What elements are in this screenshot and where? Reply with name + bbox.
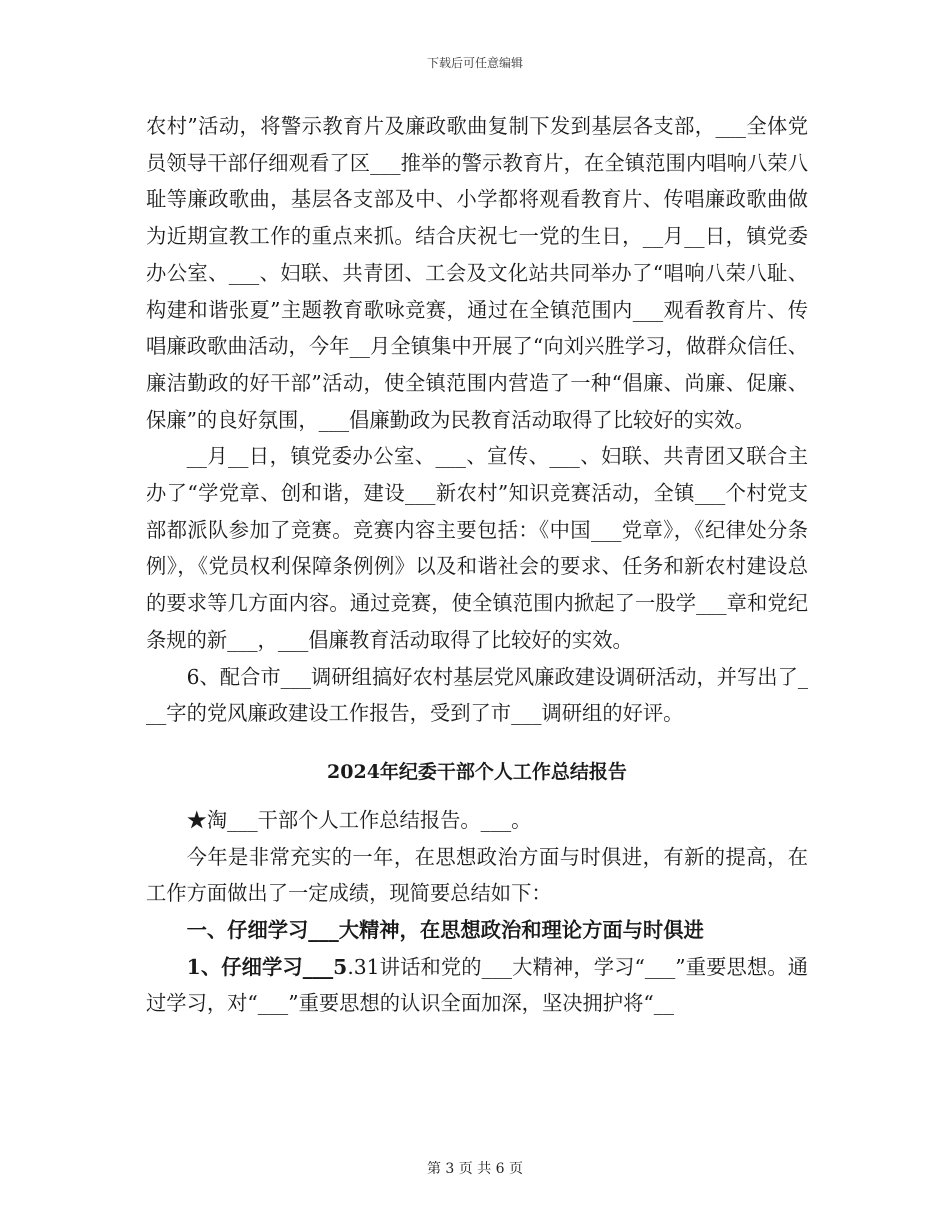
document-body: [146, 108, 808, 1022]
paragraph-4: ★淘___干部个人工作总结报告。___。: [186, 807, 532, 832]
page-footer: 第 3 页 共 6 页: [426, 1161, 524, 1177]
paragraph-6-lead: 1、仔细学习___5: [186, 954, 348, 979]
paragraph-1: 农村”活动，将警示教育片及廉政歌曲复制下发到基层各支部，___全体党员领导干部仔细观看了区___推举的警示教育片，在全镇范围内唱响八荣八耻等廉政歌曲，基层各支部及中、小学都将观看教育片、传唱廉政歌曲做为近期宣教工作的重点来抓。结合庆祝七一党的生日，__月__日，镇党委办公室、___、妇联、共青团、工会及文化站共同举办了“唱响八荣八耻、构建和谐张夏”主题教育歌咏竞赛，通过在全镇范围内___观看教育片、传唱廉政歌曲活动，今年__月全镇集中开展了“向刘兴胜学习，做群众信任、廉洁勤政的好干部”活动，使全镇范围内营造了一种“倡廉、尚廉、促廉、保廉”的良好氛围，___倡廉勤政为民教育活动取得了比较好的实效。: [146, 114, 808, 432]
heading-1: 一、仔细学习___大精神，在思想政治和理论方面与时俱进: [186, 918, 704, 943]
paragraph-2: __月__日，镇党委办公室、___、宣传、___、妇联、共青团又联合主办了“学党章、创和谐，建设___新农村”知识竞赛活动，全镇___个村党支部都派队参加了竞赛。竞赛内容主要包括：《中国___党章》，《纪律处分条例》，《党员权利保障条例例》以及和谐社会的要求、任务和新农村建设总的要求等几方面内容。通过竞赛，使全镇范围内掀起了一股学___章和党纪条规的新___，___倡廉教育活动取得了比较好的实效。: [146, 444, 808, 652]
paragraph-5: 今年是非常充实的一年，在思想政治方面与时俱进，有新的提高，在工作方面做出了一定成绩，现简要总结如下：: [146, 844, 808, 906]
paragraph-6-text: .31讲话和党的___大精神，学习“___”重要思想。通过学习，对“___”重要思想的认识全面加深，坚决拥护将“__: [146, 954, 808, 1016]
paragraph-3: 6、配合市___调研组搞好农村基层党风廉政建设调研活动，并写出了___字的党风廉政建设工作报告，受到了市___调研组的好评。: [146, 664, 808, 726]
section-title: 2024年纪委干部个人工作总结报告: [327, 760, 627, 783]
page-header: 下载后可任意编辑: [426, 56, 523, 70]
paragraph-6: [146, 949, 808, 1022]
